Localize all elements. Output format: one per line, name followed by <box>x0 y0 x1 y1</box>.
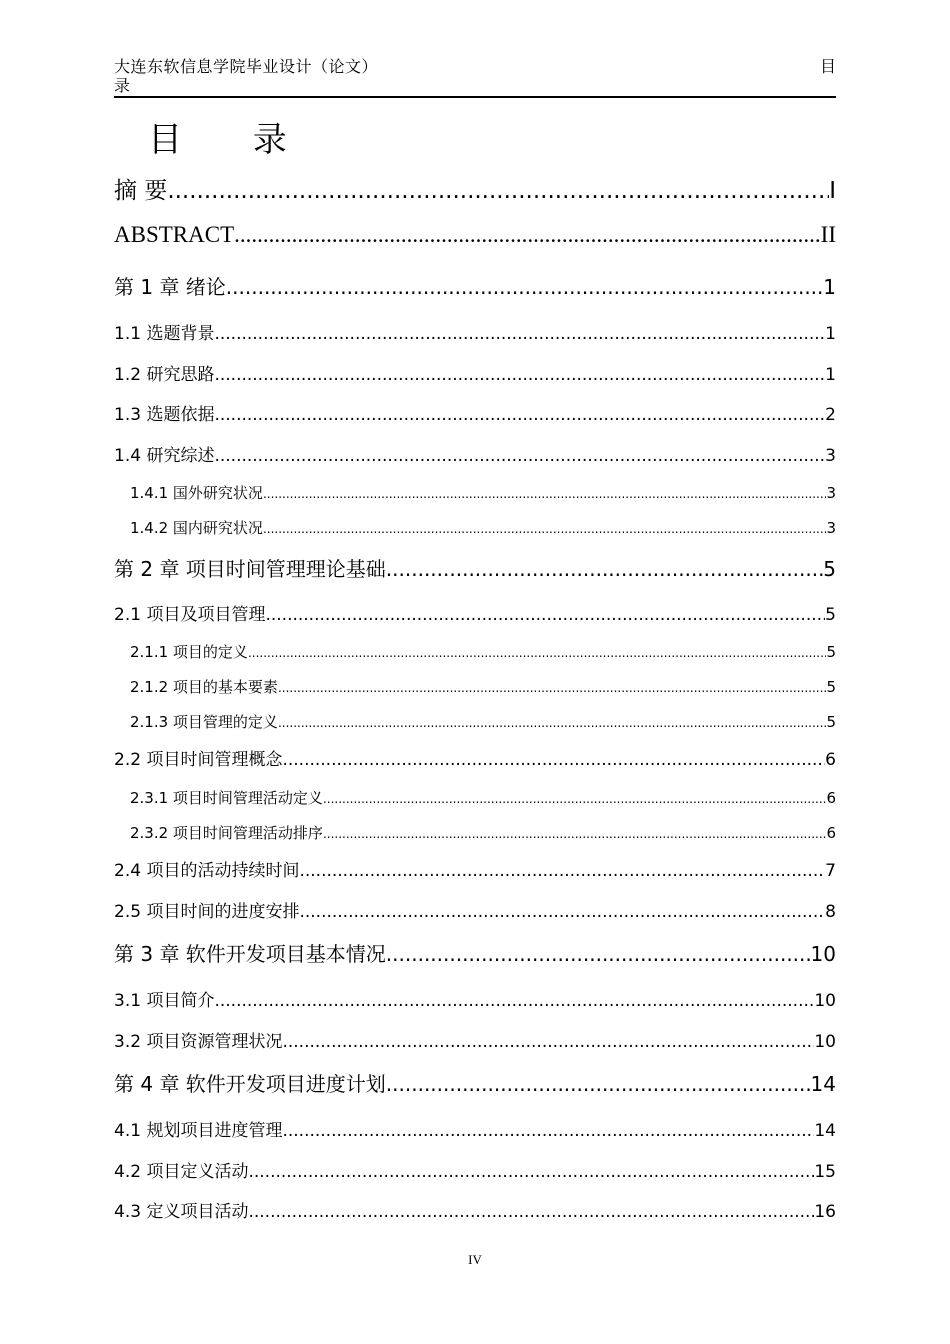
toc-entry-label: 第 1 章 绪论 <box>114 275 226 299</box>
toc-entry-label: 1.4.2 国内研究状况 <box>130 519 263 537</box>
header-right-text: 目 <box>819 59 836 76</box>
toc-leader-dots <box>386 942 811 966</box>
toc-page-number: 6 <box>826 789 836 807</box>
toc-entry-1-1[interactable] <box>114 319 836 344</box>
toc-entry-3-2[interactable] <box>114 1027 836 1052</box>
toc-leader-dots <box>214 324 825 344</box>
toc-page-number: 10 <box>810 942 836 966</box>
toc-page-number: 14 <box>814 1121 836 1141</box>
toc-entry-2-4[interactable] <box>114 856 836 881</box>
toc-title: 目 录 <box>148 120 317 160</box>
toc-entry-2-1-2[interactable] <box>114 676 836 697</box>
toc-leader-dots <box>234 222 821 248</box>
toc-page-number: 10 <box>814 1032 836 1052</box>
toc-leader-dots <box>299 902 825 922</box>
toc-entry-label: 4.3 定义项目活动 <box>114 1202 249 1222</box>
toc-entry-label: 1.4 研究综述 <box>114 446 215 466</box>
toc-entry-label: 2.1.1 项目的定义 <box>130 643 248 661</box>
toc-page-number: II <box>820 222 836 247</box>
toc-leader-dots <box>265 605 825 625</box>
toc-leader-dots <box>214 365 825 385</box>
toc-entry-label: 2.1.2 项目的基本要素 <box>130 678 278 696</box>
header-school-title: 大连东软信息学院毕业设计（论文） <box>114 59 379 76</box>
toc-page-number: 5 <box>825 605 836 625</box>
toc-entry-label: 4.2 项目定义活动 <box>114 1162 249 1182</box>
toc-entry-label: 第 2 章 项目时间管理理论基础 <box>114 557 386 581</box>
toc-entry-2-1[interactable] <box>114 600 836 625</box>
toc-leader-dots <box>214 446 825 466</box>
toc-entry-label: 2.5 项目时间的进度安排 <box>114 902 300 922</box>
toc-entry-chapter-4[interactable] <box>114 1068 836 1097</box>
toc-entry-1-3[interactable] <box>114 400 836 425</box>
toc-entry-1-4-1[interactable] <box>114 482 836 503</box>
toc-page-number: 5 <box>826 713 836 731</box>
toc-entry-label: 1.3 选题依据 <box>114 405 215 425</box>
toc-entry-2-1-1[interactable] <box>114 641 836 662</box>
toc-entry-label: 3.1 项目简介 <box>114 991 215 1011</box>
toc-leader-dots <box>278 716 827 730</box>
toc-entry-2-3-2[interactable] <box>114 822 836 843</box>
toc-leader-dots <box>299 861 825 881</box>
toc-entry-2-1-3[interactable] <box>114 711 836 732</box>
toc-entry-abstract-en[interactable] <box>114 222 836 248</box>
toc-entry-label: 1.1 选题背景 <box>114 324 215 344</box>
toc-leader-dots <box>226 275 823 299</box>
toc-entry-label: 1.2 研究思路 <box>114 365 215 385</box>
toc-leader-dots <box>263 522 827 536</box>
toc-entry-2-3-1[interactable] <box>114 787 836 808</box>
toc-entry-label: 2.1 项目及项目管理 <box>114 605 266 625</box>
page-header <box>114 58 836 98</box>
toc-entry-label: 第 4 章 软件开发项目进度计划 <box>114 1072 386 1096</box>
toc-leader-dots <box>248 646 827 660</box>
page-footer-number: IV <box>468 1252 482 1267</box>
toc-entry-label: 2.2 项目时间管理概念 <box>114 750 283 770</box>
toc-leader-dots <box>386 557 823 581</box>
toc-entry-chapter-2[interactable] <box>114 553 836 582</box>
toc-page-number: I <box>829 178 836 204</box>
toc-entry-label: 2.3.2 项目时间管理活动排序 <box>130 824 323 842</box>
toc-entry-1-2[interactable] <box>114 360 836 385</box>
toc-page-number: 5 <box>823 557 836 581</box>
toc-entry-3-1[interactable] <box>114 986 836 1011</box>
toc-leader-dots <box>386 1072 811 1096</box>
toc-entry-2-5[interactable] <box>114 897 836 922</box>
toc-leader-dots <box>167 178 829 204</box>
toc-leader-dots <box>282 750 825 770</box>
toc-leader-dots <box>263 487 827 501</box>
toc-page-number: 3 <box>826 484 836 502</box>
toc-page-number: 2 <box>825 405 836 425</box>
toc-entry-1-4-2[interactable] <box>114 517 836 538</box>
toc-page-number: 6 <box>826 824 836 842</box>
toc-page-number: 10 <box>814 991 836 1011</box>
toc-page-number: 16 <box>814 1202 836 1222</box>
toc-page-number: 7 <box>825 861 836 881</box>
toc-entry-abstract-cn[interactable] <box>114 172 836 205</box>
toc-page-number: 3 <box>825 446 836 466</box>
toc-entry-label: 4.1 规划项目进度管理 <box>114 1121 283 1141</box>
toc-page-number: 1 <box>825 324 836 344</box>
toc-entry-2-2[interactable] <box>114 745 836 770</box>
toc-page-number: 5 <box>826 643 836 661</box>
toc-page-number: 8 <box>825 902 836 922</box>
toc-entry-1-4[interactable] <box>114 441 836 466</box>
toc-entry-label: 2.1.3 项目管理的定义 <box>130 713 278 731</box>
toc-leader-dots <box>248 1162 814 1182</box>
toc-entry-label: ABSTRACT <box>114 222 235 247</box>
header-left-text <box>114 58 404 96</box>
toc-leader-dots <box>323 827 827 841</box>
toc-entry-4-3[interactable] <box>114 1197 836 1222</box>
toc-entry-label: 2.4 项目的活动持续时间 <box>114 861 300 881</box>
toc-page-number: 6 <box>825 750 836 770</box>
header-wrapped-char: 录 <box>114 78 131 95</box>
toc-entry-label: 3.2 项目资源管理状况 <box>114 1032 283 1052</box>
toc-leader-dots <box>323 792 827 806</box>
toc-entry-chapter-3[interactable] <box>114 938 836 967</box>
toc-page-number: 3 <box>826 519 836 537</box>
toc-entry-chapter-1[interactable] <box>114 271 836 300</box>
toc-leader-dots <box>214 991 814 1011</box>
toc-leader-dots <box>282 1032 814 1052</box>
toc-leader-dots <box>282 1121 814 1141</box>
toc-entry-label: 1.4.1 国外研究状况 <box>130 484 263 502</box>
toc-leader-dots <box>214 405 825 425</box>
toc-entry-4-2[interactable] <box>114 1157 836 1182</box>
toc-entry-4-1[interactable] <box>114 1116 836 1141</box>
toc-page-number: 1 <box>825 365 836 385</box>
toc-leader-dots <box>248 1202 814 1222</box>
toc-leader-dots <box>278 681 827 695</box>
toc-entry-label: 第 3 章 软件开发项目基本情况 <box>114 942 386 966</box>
toc-entry-label: 摘 要 <box>114 178 168 204</box>
toc-entry-label: 2.3.1 项目时间管理活动定义 <box>130 789 323 807</box>
toc-page-number: 1 <box>823 275 836 299</box>
toc-page-number: 15 <box>814 1162 836 1182</box>
toc-page-number: 14 <box>810 1072 836 1096</box>
toc-page-number: 5 <box>826 678 836 696</box>
